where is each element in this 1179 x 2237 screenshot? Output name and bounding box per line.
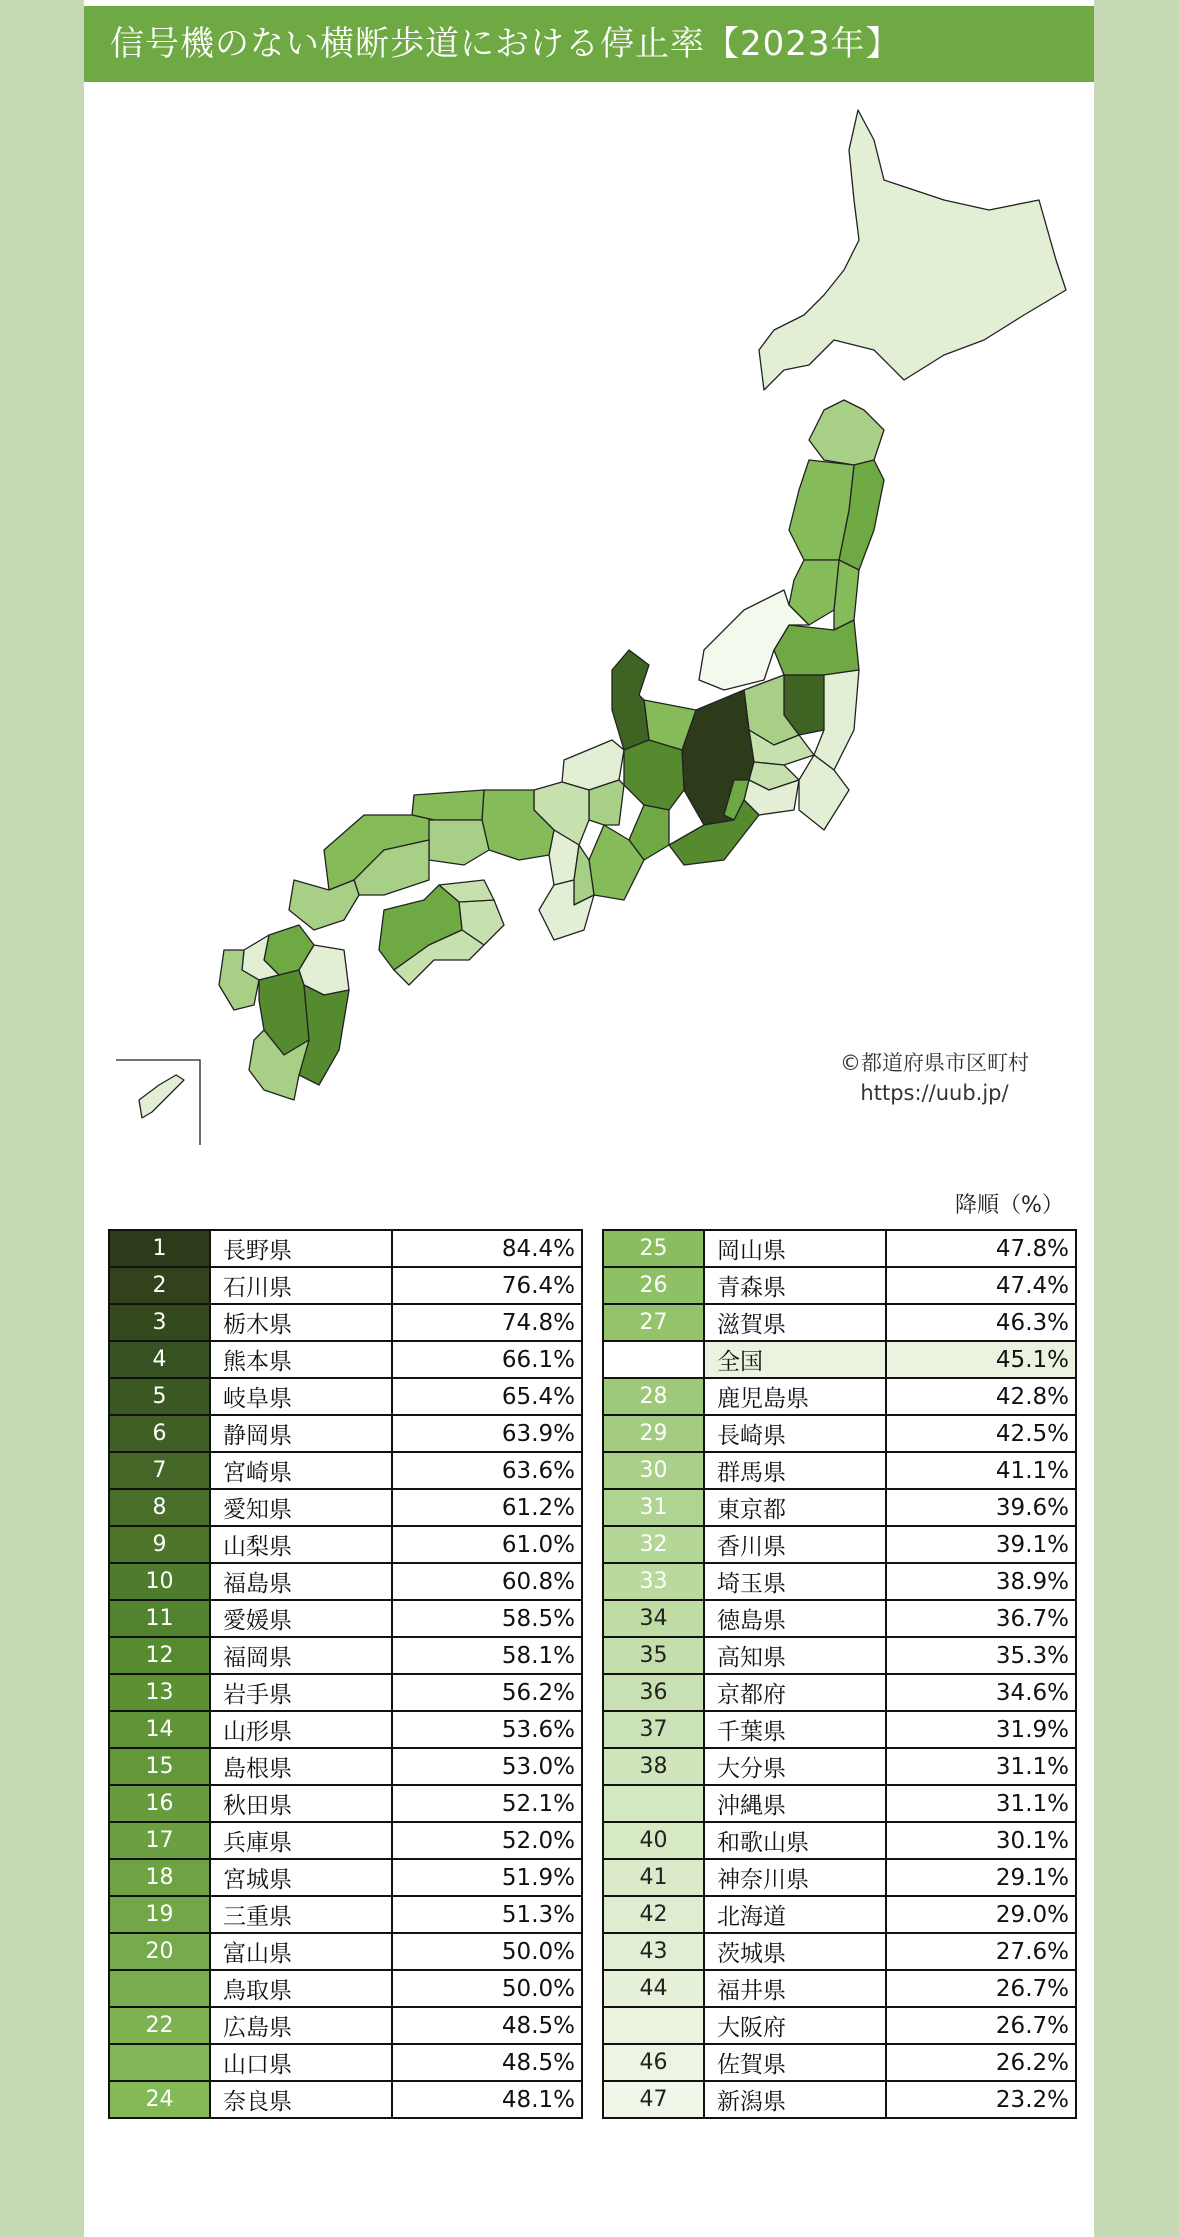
rank-cell: 20 [109, 1933, 210, 1970]
prefecture-region [429, 820, 489, 865]
table-row [109, 1489, 582, 1526]
prefecture-region [809, 400, 884, 465]
table-row [603, 1748, 1076, 1785]
prefecture-name-cell: 沖縄県 [704, 1785, 886, 1822]
prefecture-name-cell: 群馬県 [704, 1452, 886, 1489]
prefecture-name-cell: 茨城県 [704, 1933, 886, 1970]
table-row [603, 1230, 1076, 1267]
rank-cell: 16 [109, 1785, 210, 1822]
ranking-table-right [602, 1229, 1077, 2119]
rank-cell: 15 [109, 1748, 210, 1785]
rank-cell [603, 2007, 704, 2044]
rank-cell: 6 [109, 1415, 210, 1452]
stop-rate-cell: 39.6% [886, 1489, 1076, 1526]
stop-rate-cell: 23.2% [886, 2081, 1076, 2118]
rank-cell: 5 [109, 1378, 210, 1415]
stop-rate-cell: 27.6% [886, 1933, 1076, 1970]
credit-copyright: ©都道府県市区町村 [840, 1051, 1029, 1075]
stop-rate-cell: 47.8% [886, 1230, 1076, 1267]
table-row [603, 2007, 1076, 2044]
prefecture-name-cell: 新潟県 [704, 2081, 886, 2118]
rank-cell [109, 1970, 210, 2007]
credit [840, 1048, 1029, 1108]
stop-rate-cell: 50.0% [392, 1970, 582, 2007]
prefecture-region [289, 880, 359, 930]
rank-cell: 43 [603, 1933, 704, 1970]
rank-cell: 25 [603, 1230, 704, 1267]
rank-cell: 13 [109, 1674, 210, 1711]
prefecture-name-cell: 山形県 [210, 1711, 392, 1748]
rank-cell: 46 [603, 2044, 704, 2081]
prefecture-name-cell: 三重県 [210, 1896, 392, 1933]
rank-cell: 27 [603, 1304, 704, 1341]
table-row [603, 1785, 1076, 1822]
prefecture-name-cell: 青森県 [704, 1267, 886, 1304]
stop-rate-cell: 30.1% [886, 1822, 1076, 1859]
prefecture-name-cell: 静岡県 [210, 1415, 392, 1452]
table-row [109, 1822, 582, 1859]
rank-cell: 7 [109, 1452, 210, 1489]
table-row [603, 1304, 1076, 1341]
table-row [109, 1267, 582, 1304]
prefecture-name-cell: 神奈川県 [704, 1859, 886, 1896]
table-row [603, 1822, 1076, 1859]
stop-rate-cell: 45.1% [886, 1341, 1076, 1378]
stop-rate-cell: 51.3% [392, 1896, 582, 1933]
stop-rate-cell: 46.3% [886, 1304, 1076, 1341]
rank-cell: 29 [603, 1415, 704, 1452]
stop-rate-cell: 48.1% [392, 2081, 582, 2118]
rank-cell: 35 [603, 1637, 704, 1674]
stop-rate-cell: 52.1% [392, 1785, 582, 1822]
table-row [603, 1452, 1076, 1489]
stop-rate-cell: 26.2% [886, 2044, 1076, 2081]
prefecture-name-cell: 佐賀県 [704, 2044, 886, 2081]
table-row [109, 1526, 582, 1563]
stop-rate-cell: 35.3% [886, 1637, 1076, 1674]
table-row [109, 1452, 582, 1489]
prefecture-name-cell: 和歌山県 [704, 1822, 886, 1859]
stop-rate-cell: 48.5% [392, 2044, 582, 2081]
stop-rate-cell: 36.7% [886, 1600, 1076, 1637]
table-row [109, 1600, 582, 1637]
rank-cell: 47 [603, 2081, 704, 2118]
stop-rate-cell: 61.0% [392, 1526, 582, 1563]
rank-cell [109, 2044, 210, 2081]
stop-rate-cell: 31.9% [886, 1711, 1076, 1748]
stop-rate-cell: 52.0% [392, 1822, 582, 1859]
prefecture-name-cell: 島根県 [210, 1748, 392, 1785]
rank-cell: 19 [109, 1896, 210, 1933]
table-row [109, 1896, 582, 1933]
prefecture-name-cell: 兵庫県 [210, 1822, 392, 1859]
prefecture-name-cell: 奈良県 [210, 2081, 392, 2118]
rank-cell: 33 [603, 1563, 704, 1600]
prefecture-map [84, 90, 1094, 1150]
prefecture-name-cell: 大阪府 [704, 2007, 886, 2044]
prefecture-name-cell: 全国 [704, 1341, 886, 1378]
prefecture-name-cell: 広島県 [210, 2007, 392, 2044]
table-row [109, 1970, 582, 2007]
rank-cell: 22 [109, 2007, 210, 2044]
prefecture-name-cell: 京都府 [704, 1674, 886, 1711]
prefecture-name-cell: 滋賀県 [704, 1304, 886, 1341]
table-row [109, 2007, 582, 2044]
stop-rate-cell: 26.7% [886, 2007, 1076, 2044]
rank-cell: 1 [109, 1230, 210, 1267]
table-row [603, 1674, 1076, 1711]
prefecture-name-cell: 鹿児島県 [704, 1378, 886, 1415]
table-row [109, 1933, 582, 1970]
rank-cell: 32 [603, 1526, 704, 1563]
table-row [109, 1785, 582, 1822]
stop-rate-cell: 66.1% [392, 1341, 582, 1378]
table-row [603, 1526, 1076, 1563]
rank-cell: 30 [603, 1452, 704, 1489]
rank-cell: 12 [109, 1637, 210, 1674]
credit-url: https://uub.jp/ [860, 1081, 1009, 1105]
prefecture-name-cell: 高知県 [704, 1637, 886, 1674]
table-row [109, 1674, 582, 1711]
prefecture-region [799, 755, 849, 830]
rank-cell: 2 [109, 1267, 210, 1304]
table-row [603, 1637, 1076, 1674]
rank-cell: 17 [109, 1822, 210, 1859]
rank-cell: 3 [109, 1304, 210, 1341]
stop-rate-cell: 58.5% [392, 1600, 582, 1637]
rank-cell: 26 [603, 1267, 704, 1304]
prefecture-name-cell: 徳島県 [704, 1600, 886, 1637]
stop-rate-cell: 51.9% [392, 1859, 582, 1896]
prefecture-name-cell: 東京都 [704, 1489, 886, 1526]
prefecture-name-cell: 秋田県 [210, 1785, 392, 1822]
prefecture-name-cell: 長野県 [210, 1230, 392, 1267]
prefecture-name-cell: 岡山県 [704, 1230, 886, 1267]
table-row [603, 1896, 1076, 1933]
prefecture-region [612, 650, 649, 750]
prefecture-name-cell: 福井県 [704, 1970, 886, 2007]
stop-rate-cell: 42.5% [886, 1415, 1076, 1452]
prefecture-name-cell: 福島県 [210, 1563, 392, 1600]
prefecture-name-cell: 愛媛県 [210, 1600, 392, 1637]
rank-cell: 34 [603, 1600, 704, 1637]
table-row [603, 1933, 1076, 1970]
rank-cell [603, 1785, 704, 1822]
stop-rate-cell: 58.1% [392, 1637, 582, 1674]
stop-rate-cell: 31.1% [886, 1785, 1076, 1822]
stop-rate-cell: 47.4% [886, 1267, 1076, 1304]
rank-cell: 44 [603, 1970, 704, 2007]
stop-rate-cell: 38.9% [886, 1563, 1076, 1600]
page-title: 信号機のない横断歩道における停止率【2023年】 [84, 6, 1094, 82]
table-row [603, 1970, 1076, 2007]
prefecture-region [759, 110, 1066, 390]
rank-cell: 14 [109, 1711, 210, 1748]
prefecture-region [412, 790, 484, 820]
prefecture-name-cell: 岩手県 [210, 1674, 392, 1711]
rank-cell: 40 [603, 1822, 704, 1859]
table-row [603, 1600, 1076, 1637]
table-row [109, 2044, 582, 2081]
prefecture-name-cell: 埼玉県 [704, 1563, 886, 1600]
prefecture-region [139, 1075, 184, 1118]
table-row [109, 1748, 582, 1785]
stop-rate-cell: 63.6% [392, 1452, 582, 1489]
prefecture-name-cell: 栃木県 [210, 1304, 392, 1341]
sort-order-label: 降順（%） [955, 1193, 1064, 1218]
table-row [603, 1859, 1076, 1896]
prefecture-name-cell: 富山県 [210, 1933, 392, 1970]
prefecture-name-cell: 石川県 [210, 1267, 392, 1304]
table-row [109, 1230, 582, 1267]
prefecture-name-cell: 宮崎県 [210, 1452, 392, 1489]
prefecture-name-cell: 大分県 [704, 1748, 886, 1785]
prefecture-name-cell: 熊本県 [210, 1341, 392, 1378]
stop-rate-cell: 60.8% [392, 1563, 582, 1600]
stop-rate-cell: 50.0% [392, 1933, 582, 1970]
stop-rate-cell: 65.4% [392, 1378, 582, 1415]
stop-rate-cell: 29.1% [886, 1859, 1076, 1896]
prefecture-name-cell: 宮城県 [210, 1859, 392, 1896]
national-row [603, 1341, 1076, 1378]
table-row [603, 1711, 1076, 1748]
rank-cell: 8 [109, 1489, 210, 1526]
stop-rate-cell: 26.7% [886, 1970, 1076, 2007]
rank-cell: 42 [603, 1896, 704, 1933]
prefecture-name-cell: 千葉県 [704, 1711, 886, 1748]
table-row [109, 1637, 582, 1674]
rank-cell: 18 [109, 1859, 210, 1896]
table-row [109, 1859, 582, 1896]
rank-cell: 10 [109, 1563, 210, 1600]
stop-rate-cell: 41.1% [886, 1452, 1076, 1489]
table-row [109, 1563, 582, 1600]
rank-cell: 11 [109, 1600, 210, 1637]
table-row [109, 1304, 582, 1341]
rank-cell: 41 [603, 1859, 704, 1896]
stop-rate-cell: 34.6% [886, 1674, 1076, 1711]
stop-rate-cell: 48.5% [392, 2007, 582, 2044]
table-row [109, 1711, 582, 1748]
rank-cell: 36 [603, 1674, 704, 1711]
stop-rate-cell: 61.2% [392, 1489, 582, 1526]
rank-cell: 31 [603, 1489, 704, 1526]
table-row [109, 2081, 582, 2118]
stop-rate-cell: 42.8% [886, 1378, 1076, 1415]
prefecture-region [624, 740, 684, 810]
table-row [109, 1341, 582, 1378]
table-row [603, 2044, 1076, 2081]
table-row [109, 1415, 582, 1452]
prefecture-name-cell: 香川県 [704, 1526, 886, 1563]
prefecture-name-cell: 鳥取県 [210, 1970, 392, 2007]
stop-rate-cell: 29.0% [886, 1896, 1076, 1933]
stop-rate-cell: 31.1% [886, 1748, 1076, 1785]
rank-cell: 38 [603, 1748, 704, 1785]
prefecture-name-cell: 岐阜県 [210, 1378, 392, 1415]
stop-rate-cell: 76.4% [392, 1267, 582, 1304]
prefecture-name-cell: 山口県 [210, 2044, 392, 2081]
stop-rate-cell: 56.2% [392, 1674, 582, 1711]
stop-rate-cell: 74.8% [392, 1304, 582, 1341]
rank-cell: 24 [109, 2081, 210, 2118]
stop-rate-cell: 63.9% [392, 1415, 582, 1452]
table-row [603, 2081, 1076, 2118]
prefecture-name-cell: 山梨県 [210, 1526, 392, 1563]
table-row [603, 1563, 1076, 1600]
table-row [603, 1489, 1076, 1526]
table-row [603, 1378, 1076, 1415]
stop-rate-cell: 39.1% [886, 1526, 1076, 1563]
prefecture-name-cell: 愛知県 [210, 1489, 392, 1526]
prefecture-name-cell: 長崎県 [704, 1415, 886, 1452]
rank-cell: 9 [109, 1526, 210, 1563]
rank-cell: 28 [603, 1378, 704, 1415]
table-row [109, 1378, 582, 1415]
ranking-table-left [108, 1229, 583, 2119]
stop-rate-cell: 84.4% [392, 1230, 582, 1267]
stop-rate-cell: 53.0% [392, 1748, 582, 1785]
table-row [603, 1267, 1076, 1304]
rank-cell: 4 [109, 1341, 210, 1378]
prefecture-name-cell: 北海道 [704, 1896, 886, 1933]
table-row [603, 1415, 1076, 1452]
rank-cell [603, 1341, 704, 1378]
prefecture-name-cell: 福岡県 [210, 1637, 392, 1674]
stop-rate-cell: 53.6% [392, 1711, 582, 1748]
rank-cell: 37 [603, 1711, 704, 1748]
